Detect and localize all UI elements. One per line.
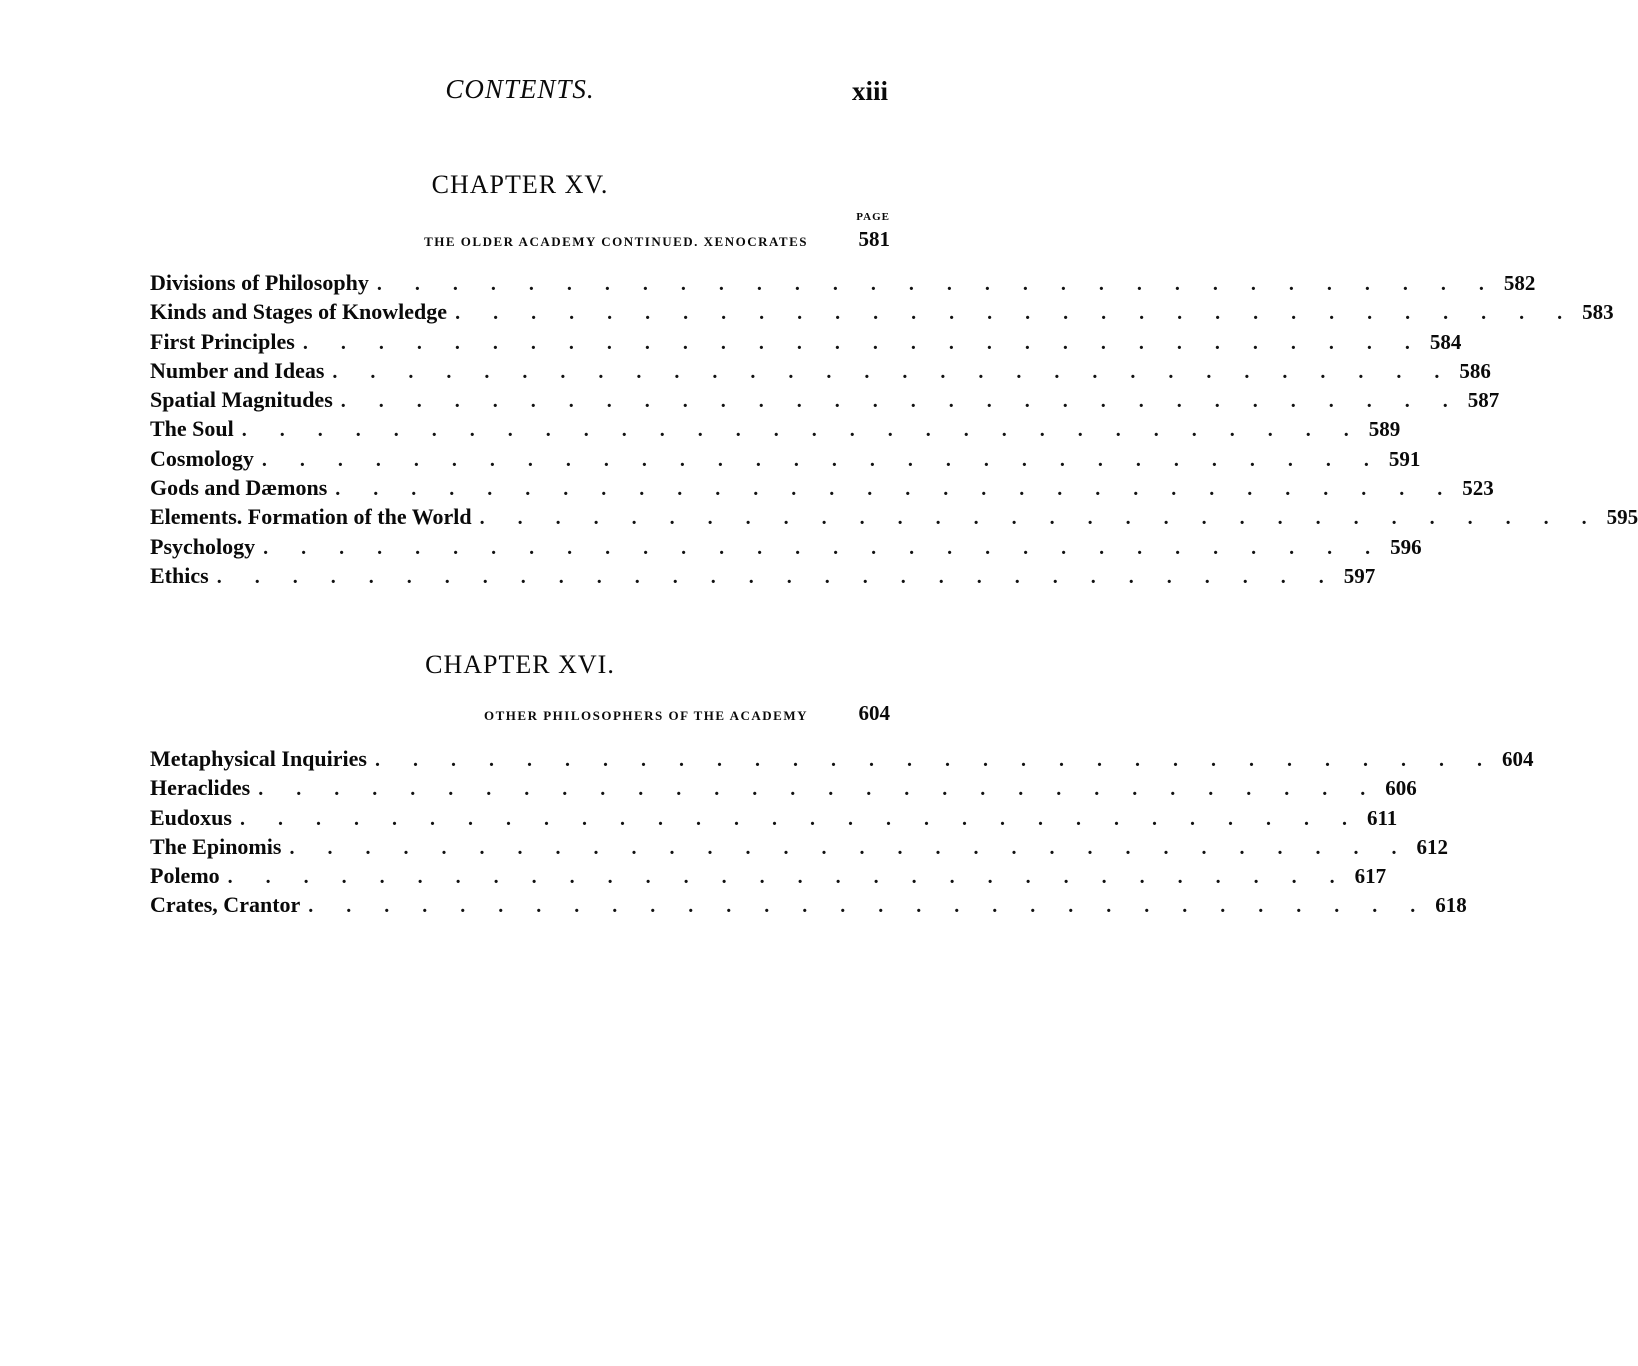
toc-entry (150, 773, 1417, 802)
toc-entry (150, 532, 1422, 561)
dot-leader: . . . . . . . . . . . . . . . . . . . . . . . . . . . . . . (261, 448, 1383, 471)
toc-entry (150, 861, 1387, 890)
page-column-label: PAGE (856, 211, 890, 223)
dot-leader: . . . . . . . . . . . . . . . . . . . . . . . . . . . . . . (241, 419, 1363, 442)
chapter-xvi (150, 648, 1534, 920)
dot-leader: . . . . . . . . . . . . . . . . . . . . . . . . . . . . . . (376, 273, 1498, 295)
chapter-title: CHAPTER XV. (431, 170, 609, 199)
dot-leader: . . . . . . . . . . . . . . . . . . . . . . . . . . . . . . (289, 836, 1411, 859)
toc-entry-title: Metaphysical Inquiries (150, 746, 367, 771)
toc-entry-page: 582 (1503, 271, 1536, 295)
dot-leader: . . . . . . . . . . . . . . . . . . . . . . . . . . . . . . (258, 778, 1380, 801)
dot-leader: . . . . . . . . . . . . . . . . . . . . . . . . . . . . . . (374, 749, 1496, 771)
dot-leader: . . . . . . . . . . . . . . . . . . . . . . . . . . . . . . (227, 866, 1349, 889)
dot-leader: . . . . . . . . . . . . . . . . . . . . . . . . . . . . . . (239, 807, 1361, 830)
toc-entry-page: 586 (1459, 358, 1491, 383)
toc-entry-page: 604 (1501, 747, 1534, 771)
toc-entry-title: Crates, Crantor (150, 892, 301, 918)
toc-entry (150, 502, 1638, 531)
dot-leader: . . . . . . . . . . . . . . . . . . . . . . . . . . . . . . (216, 565, 1338, 588)
toc-entry (150, 473, 1494, 502)
toc-entry-page: 612 (1416, 834, 1448, 859)
chapter-xv (150, 168, 1638, 590)
toc-entry-title: Ethics (150, 562, 209, 588)
chapter-subject: THE OLDER ACADEMY CONTINUED. XENOCRATES (424, 234, 808, 249)
toc-entry-title: Polemo (150, 863, 220, 889)
toc-entry (150, 327, 1462, 356)
toc-entry-page: 597 (1343, 563, 1376, 588)
toc-entry (150, 385, 1500, 414)
toc-entry-title: Spatial Magnitudes (150, 387, 333, 413)
dot-leader: . . . . . . . . . . . . . . . . . . . . . . . . . . . . . . (263, 536, 1385, 559)
dot-leader: . . . . . . . . . . . . . . . . . . . . . . . . . . . . . . (340, 390, 1462, 413)
dot-leader: . . . . . . . . . . . . . . . . . . . . . . . . . . . . . . (335, 478, 1457, 501)
dot-leader: . . . . . . . . . . . . . . . . . . . . . . . . . . . . . . (332, 360, 1454, 383)
toc-entry (150, 268, 1536, 297)
toc-entry-title: Elements. Formation of the World (150, 504, 472, 530)
dot-leader: . . . . . . . . . . . . . . . . . . . . . . . . . . . . . . (308, 895, 1430, 918)
toc-entry-page: 618 (1435, 893, 1467, 918)
chapter-subject-page: 604 (858, 701, 890, 725)
chapter-subject-row (150, 224, 890, 254)
chapter-subject-page: 581 (858, 227, 890, 251)
toc-entry-title: Eudoxus (150, 804, 232, 830)
toc-entry-list (150, 744, 1534, 920)
toc-entry-page: 589 (1368, 417, 1401, 442)
toc-entry-page: 587 (1467, 388, 1500, 413)
toc-entry-page: 617 (1354, 864, 1387, 889)
dot-leader: . . . . . . . . . . . . . . . . . . . . . . . . . . . . . . (479, 507, 1601, 530)
running-head (150, 74, 890, 114)
toc-entry-title: Heraclides (150, 775, 251, 801)
toc-entry-title: Kinds and Stages of Knowledge (150, 299, 448, 325)
toc-entry-list (150, 268, 1638, 590)
toc-entry (150, 444, 1421, 473)
toc-entry-title: Number and Ideas (150, 357, 325, 383)
toc-entry-page: 584 (1429, 329, 1462, 354)
toc-entry-page: 595 (1606, 505, 1638, 530)
toc-entry-title: Cosmology (150, 445, 254, 471)
toc-entry-title: The Soul (150, 416, 234, 442)
toc-entry (150, 356, 1491, 385)
chapter-subject: OTHER PHILOSOPHERS OF THE ACADEMY (484, 708, 808, 723)
toc-entry-page: 606 (1385, 776, 1417, 801)
dot-leader: . . . . . . . . . . . . . . . . . . . . . . . . . . . . . . (302, 331, 1424, 354)
chapter-subject-row (150, 698, 890, 728)
toc-entry-title: Divisions of Philosophy (150, 270, 369, 295)
chapter-title: CHAPTER XVI. (425, 650, 615, 679)
dot-leader: . . . . . . . . . . . . . . . . . . . . . . . . . . . . . . (455, 302, 1577, 325)
toc-entry-page: 611 (1366, 805, 1398, 830)
toc-entry-page: 591 (1388, 446, 1421, 471)
toc-entry (150, 890, 1467, 919)
page-folio: xiii (851, 76, 888, 106)
toc-entry-title: The Epinomis (150, 833, 282, 859)
running-title: CONTENTS. (445, 74, 595, 104)
toc-entry (150, 744, 1534, 773)
toc-entry-page: 596 (1390, 534, 1422, 559)
toc-entry-title: Gods and Dæmons (150, 475, 328, 501)
toc-entry (150, 414, 1401, 443)
toc-entry-title: First Principles (150, 328, 295, 354)
toc-entry-page: 583 (1582, 300, 1614, 325)
toc-entry (150, 561, 1376, 590)
toc-entry-title: Psychology (150, 533, 256, 559)
toc-entry (150, 803, 1398, 832)
toc-entry-page: 523 (1462, 476, 1494, 501)
toc-entry (150, 297, 1614, 326)
toc-entry (150, 832, 1448, 861)
